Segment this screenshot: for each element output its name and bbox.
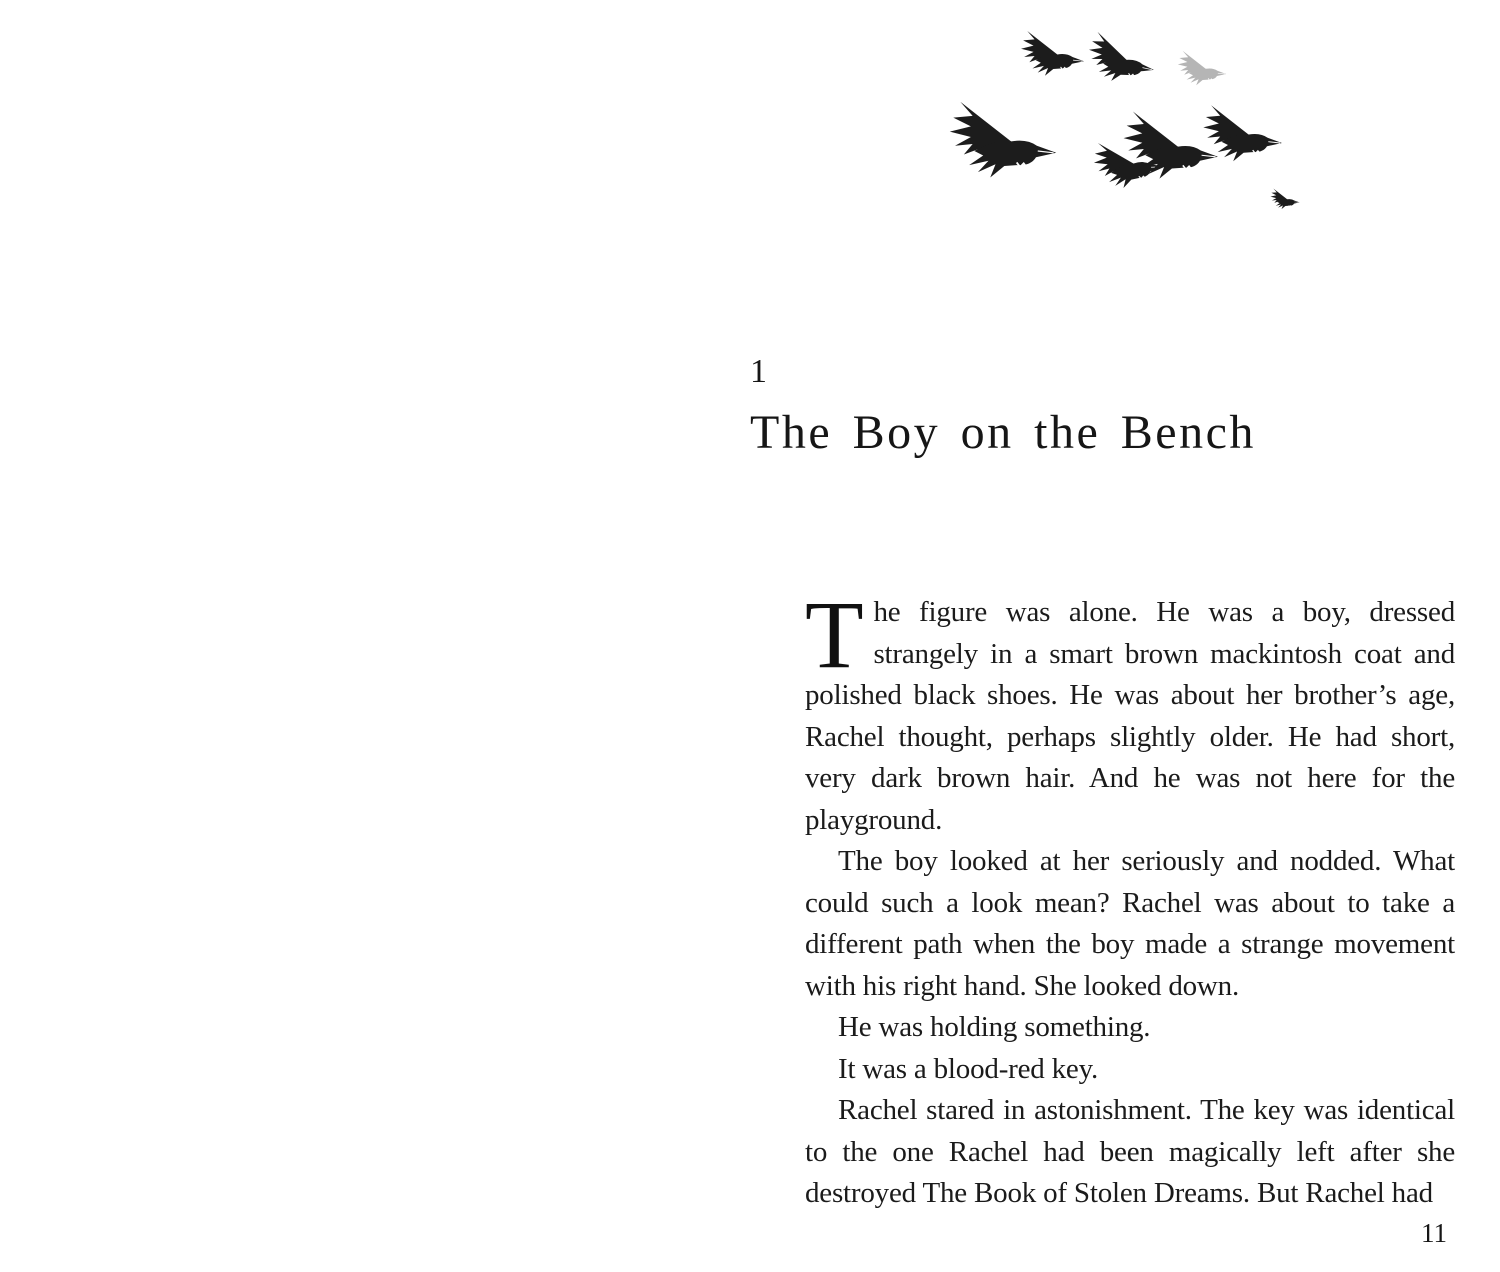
crow-icon bbox=[1086, 31, 1157, 85]
crow-icon bbox=[1203, 105, 1282, 161]
paragraph: The boy looked at her seriously and nodded. What could such a look mean? Rachel was about to take a different path when the boy made a strange movement with his right hand. She looked down. bbox=[805, 845, 1455, 1002]
crow-icon bbox=[950, 102, 1056, 178]
crow-icon bbox=[1021, 31, 1084, 76]
drop-cap: T bbox=[805, 581, 864, 688]
paragraph: It was a blood-red key. bbox=[838, 1052, 1099, 1085]
crow-icon bbox=[1270, 188, 1299, 209]
paragraph bbox=[805, 581, 1455, 841]
page-number: 11 bbox=[1421, 1218, 1447, 1248]
crow-icon-faded bbox=[1178, 51, 1226, 85]
paragraph: He was holding something. bbox=[838, 1011, 1151, 1043]
chapter-number: 1 bbox=[750, 353, 767, 390]
crows-illustration bbox=[940, 28, 1320, 238]
right-page bbox=[750, 0, 1500, 1272]
paragraph: Rachel stared in astonishment. The key was identical to the one Rachel had been magically left after she destroyed The Book of Stolen Dreams. But Rachel had bbox=[805, 1094, 1455, 1209]
paragraph-text: he figure was alone. He was a boy, dressed strangely in a smart brown mackintosh coat and polished black shoes. He was about her brother’s age, Rachel thought, perhaps slightly older. He had short, very dark brown hair. And he was not here for the playground. bbox=[805, 596, 1455, 836]
body-text bbox=[805, 581, 1455, 1215]
chapter-title: The Boy on the Bench bbox=[750, 406, 1256, 459]
